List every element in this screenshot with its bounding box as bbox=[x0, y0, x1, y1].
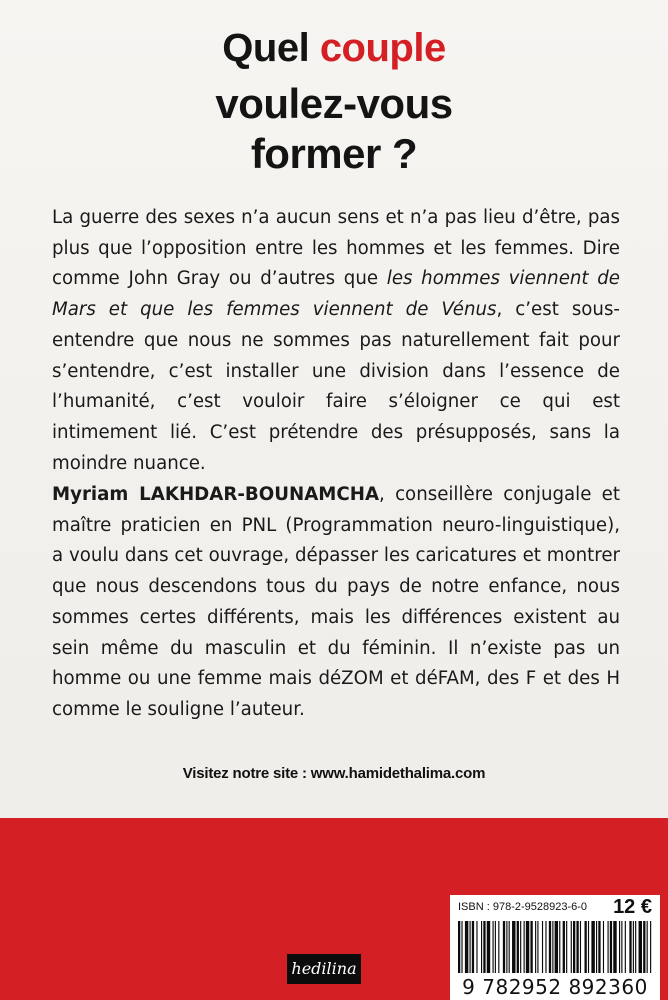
barcode-bar bbox=[650, 921, 651, 973]
barcode-bar bbox=[647, 921, 648, 973]
barcode-bar bbox=[503, 921, 505, 973]
barcode-bar bbox=[470, 921, 471, 973]
barcode-label bbox=[450, 895, 660, 1000]
barcode-bar bbox=[639, 921, 642, 973]
barcode-bar bbox=[530, 921, 532, 973]
barcode-bar bbox=[465, 921, 468, 973]
barcode-bar bbox=[573, 921, 575, 973]
title-line-3: former ? bbox=[250, 130, 418, 177]
title-prefix: Quel bbox=[222, 26, 320, 70]
barcode-bar bbox=[580, 921, 581, 973]
barcode-bar bbox=[458, 921, 460, 973]
barcode-bar bbox=[495, 921, 496, 973]
barcode-bar bbox=[566, 921, 567, 973]
author-description: , conseillère conjugale et maître praticien en PNL (Programmation neuro-linguistique), a voulu dans cet ouvrage, dépasser les caricatures et montrer que nous descendons tous du pays de notre enfance, nous sommes certes différents, mais les différences existent au sein même du masculin et du féminin. Il n’existe pas un homme ou une femme mais déZOM et déFAM, des F et des H comme le souligne l’auteur. bbox=[52, 484, 620, 720]
barcode-bar bbox=[613, 921, 616, 973]
title-highlight: couple bbox=[319, 26, 446, 70]
barcode-bar bbox=[598, 921, 600, 973]
barcode-bar bbox=[552, 921, 553, 973]
barcode-bar bbox=[603, 921, 604, 973]
barcode-bar bbox=[512, 921, 515, 973]
blurb-paragraph-2 bbox=[52, 480, 620, 726]
barcode-bar bbox=[563, 921, 565, 973]
barcode-bar bbox=[571, 921, 572, 973]
barcode-bar bbox=[542, 921, 543, 973]
website-link: Visitez notre site : www.hamidethalima.com bbox=[182, 765, 486, 782]
barcode-bar bbox=[619, 921, 620, 973]
barcode-icon bbox=[456, 921, 654, 973]
barcode-bar bbox=[524, 921, 525, 973]
barcode-bar bbox=[545, 921, 546, 973]
barcode-bar bbox=[517, 921, 519, 973]
barcode-bar bbox=[608, 921, 609, 973]
barcode-bar bbox=[520, 921, 521, 973]
barcode-bar bbox=[535, 921, 536, 973]
blurb-italic-quote: les hommes viennent de Mars et que les femmes viennent de Vénus bbox=[52, 268, 620, 321]
barcode-bar bbox=[610, 921, 612, 973]
barcode-bar bbox=[559, 921, 560, 973]
barcode-bar bbox=[596, 921, 597, 973]
barcode-bar bbox=[498, 921, 499, 973]
barcode-bar bbox=[506, 921, 507, 973]
barcode-bar bbox=[526, 921, 529, 973]
barcode-bar bbox=[537, 921, 538, 973]
blurb-text-a: La guerre des sexes n’a aucun sens et n’a pas lieu d’être, pas plus que l’opposition entre les hommes et les femmes. Dire comme John Gray ou d’autres que bbox=[52, 207, 620, 290]
author-name: Myriam LAKHDAR-BOUNAMCHA bbox=[52, 484, 380, 505]
title-line-2: voulez-vous bbox=[215, 80, 453, 127]
barcode-bar bbox=[476, 921, 477, 973]
blurb-paragraph-1 bbox=[52, 203, 620, 479]
ean-digits: 9 782952 892360 bbox=[462, 975, 648, 999]
barcode-bar bbox=[625, 921, 626, 973]
barcode-bar bbox=[481, 921, 482, 973]
barcode-bar bbox=[629, 921, 631, 973]
price: 12 € bbox=[613, 896, 652, 918]
barcode-bar bbox=[621, 921, 622, 973]
isbn-number: ISBN : 978-2-9528923-6-0 bbox=[458, 901, 588, 913]
barcode-bar bbox=[483, 921, 485, 973]
barcode-bar bbox=[588, 921, 589, 973]
barcode-bar bbox=[472, 921, 474, 973]
barcode-bar bbox=[576, 921, 578, 973]
barcode-bar bbox=[643, 921, 645, 973]
barcode-bar bbox=[509, 921, 510, 973]
publisher-logo: hedilina bbox=[287, 954, 361, 984]
barcode-bar bbox=[635, 921, 636, 973]
barcode-bar bbox=[549, 921, 551, 973]
barcode-bar bbox=[633, 921, 634, 973]
barcode-bar bbox=[461, 921, 462, 973]
blurb-text-b: , c’est sous-entendre que nous ne sommes pas naturellement fait pour s’entendre, c’est installer une division dans l’essence de l’humanité, c’est vouloir faire s’éloigner ce qui est intimement lié. C’est prétendre des présupposés, sans la moindre nuance. bbox=[52, 299, 620, 474]
barcode-bar bbox=[585, 921, 587, 973]
barcode-bar bbox=[591, 921, 594, 973]
barcode-bar bbox=[493, 921, 494, 973]
barcode-bar bbox=[487, 921, 490, 973]
title-line-1 bbox=[0, 26, 668, 71]
barcode-bar bbox=[555, 921, 558, 973]
